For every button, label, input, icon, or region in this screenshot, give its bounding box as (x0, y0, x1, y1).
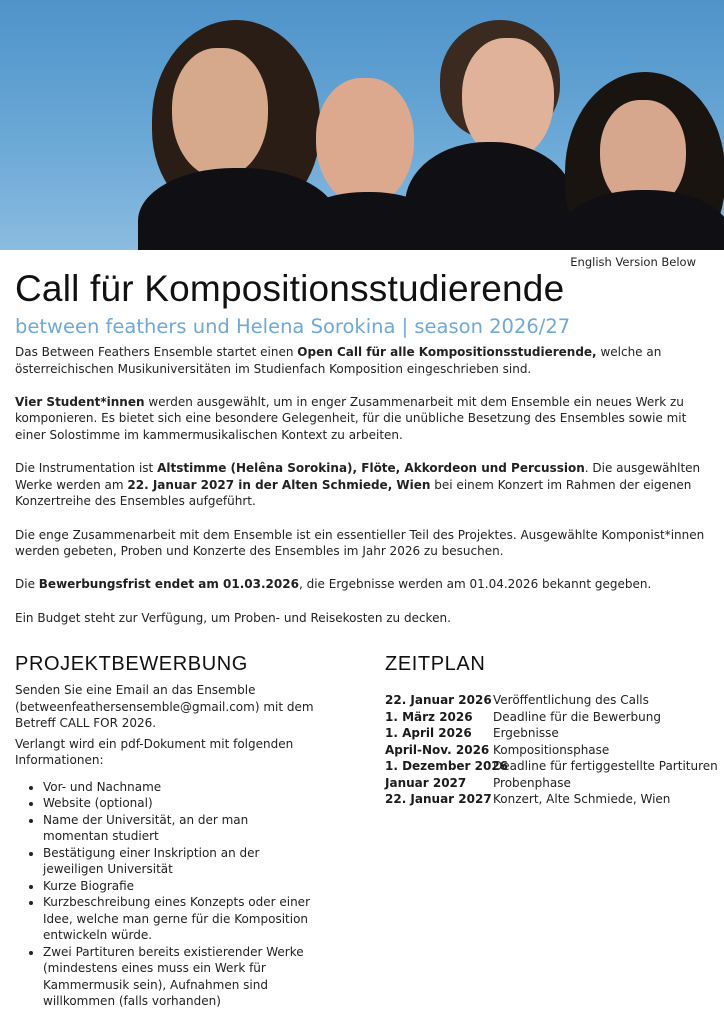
schedule-date: 22. Januar 2026 (385, 693, 492, 707)
schedule-heading: ZEITPLAN (385, 653, 486, 675)
schedule-description: Konzert, Alte Schmiede, Wien (493, 792, 671, 806)
intro-paragraph-5: Die Bewerbungsfrist endet am 01.03.2026, die Ergebnisse werden am 01.04.2026 bekannt gegeben. (15, 577, 652, 592)
list-item: • Website (optional) (43, 795, 315, 812)
page-subtitle: between feathers und Helena Sorokina | season 2026/27 (15, 315, 571, 338)
application-section (15, 682, 315, 1010)
schedule-row (385, 725, 718, 742)
schedule-row (385, 758, 718, 775)
schedule-description: Deadline für fertiggestellte Partituren (493, 759, 718, 773)
page-title: Call für Kompositionsstudierende (15, 268, 565, 309)
english-version-note: English Version Below (570, 255, 696, 269)
schedule-row (385, 775, 718, 792)
schedule-description: Veröffentlichung des Calls (493, 693, 649, 707)
schedule-description: Deadline für die Bewerbung (493, 709, 661, 724)
schedule-row (385, 709, 718, 726)
schedule-table (385, 692, 718, 808)
intro-paragraph-3: Die Instrumentation ist Altstimme (Helêna Sorokina), Flöte, Akkordeon und Percussion. Die ausgewählten Werke werden am 22. Januar 2027 in der Alten Schmiede, Wien bei einem Konzert im Rahmen der eigenen Konzertreihe des Ensembles aufgeführt. (15, 461, 701, 509)
list-item: • Kurze Biografie (43, 878, 315, 895)
requirements-list (15, 779, 315, 1010)
list-item: • Kurzbeschreibung eines Konzepts oder einer Idee, welche man gerne für die Komposition entwickeln würde. (43, 894, 315, 944)
intro-paragraph-1: Das Between Feathers Ensemble startet einen Open Call für alle Kompositionsstudierende, welche an österreichischen Musikuniversitäten im Studienfach Komposition eingeschrieben sind. (15, 345, 662, 376)
schedule-date: April-Nov. 2026 (385, 742, 490, 757)
schedule-date: 22. Januar 2027 (385, 792, 492, 806)
schedule-date: 1. März 2026 (385, 709, 473, 724)
schedule-date: 1. Dezember 2026 (385, 759, 509, 773)
list-item: • Bestätigung einer Inskription an der jeweiligen Universität (43, 845, 315, 878)
schedule-row (385, 791, 718, 808)
intro-text (15, 344, 715, 643)
list-item: • Name der Universität, an der man momentan studiert (43, 812, 315, 845)
list-item: • Zwei Partituren bereits existierender Werke (mindestens eines muss ein Werk für Kammermusik sein), Aufnahmen sind willkommen (falls vorhanden) (43, 944, 315, 1010)
intro-paragraph-6: Ein Budget steht zur Verfügung, um Proben- und Reisekosten zu decken. (15, 610, 451, 625)
application-requirements: Verlangt wird ein pdf-Dokument mit folgenden Informationen: (15, 736, 294, 767)
ensemble-photo (0, 0, 724, 250)
schedule-date: Januar 2027 (385, 775, 467, 790)
intro-paragraph-4: Die enge Zusammenarbeit mit dem Ensemble ist ein essentieller Teil des Projektes. Ausgewählte Komponist*innen werden gebeten, Proben und Konzerte des Ensembles im Jahr 2026 zu besuchen. (15, 527, 705, 559)
schedule-row (385, 742, 718, 759)
application-heading: PROJEKTBEWERBUNG (15, 653, 248, 675)
schedule-description: Kompositionsphase (493, 742, 610, 757)
schedule-row (385, 692, 718, 709)
intro-paragraph-2: Vier Student*innen werden ausgewählt, um in enger Zusammenarbeit mit dem Ensemble ein neues Werk zu komponieren. Es bietet sich eine besondere Gelegenheit, für die unübliche Besetzung des Ensembles sowie mit einer Solostimme im kammermusikalischen Kontext zu arbeiten. (15, 394, 687, 442)
list-item: • Vor- und Nachname (43, 779, 315, 796)
schedule-description: Ergebnisse (493, 726, 559, 740)
schedule-date: 1. April 2026 (385, 726, 472, 740)
application-instructions: Senden Sie eine Email an das Ensemble (betweenfeathersensemble@gmail.com) mit dem Betreff CALL FOR 2026. (15, 683, 314, 730)
schedule-description: Probenphase (493, 775, 571, 790)
